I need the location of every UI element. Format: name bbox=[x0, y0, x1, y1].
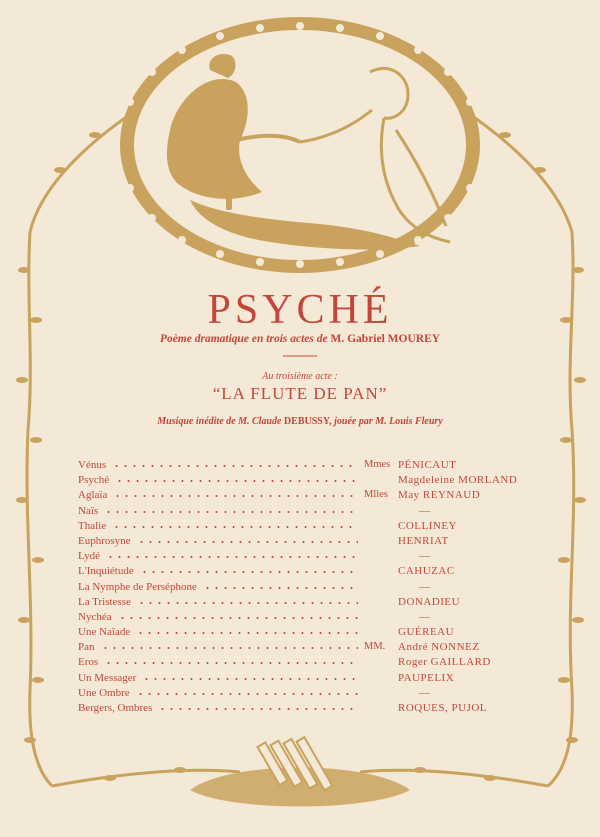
cast-role: Naïs bbox=[78, 504, 99, 517]
dot-leader bbox=[118, 615, 358, 621]
dot-leader bbox=[140, 569, 358, 575]
cast-role: L'Inquiétude bbox=[78, 565, 134, 578]
dot-leader bbox=[112, 524, 358, 530]
cast-actor: May REYNAUD bbox=[398, 489, 481, 502]
act-line: Au troisième acte : bbox=[262, 371, 338, 382]
separator-rule bbox=[283, 355, 317, 357]
cast-actor: Roger GAILLARD bbox=[398, 656, 491, 669]
dot-leader bbox=[136, 630, 358, 636]
work-title: “LA FLUTE DE PAN” bbox=[212, 384, 388, 403]
dot-leader bbox=[203, 585, 358, 591]
dot-leader bbox=[137, 539, 358, 545]
cast-row bbox=[78, 565, 538, 580]
cast-role: Euphrosyne bbox=[78, 534, 131, 547]
cast-row bbox=[78, 535, 538, 550]
cast-actor: DONADIEU bbox=[398, 595, 461, 608]
dot-leader bbox=[101, 645, 358, 651]
cast-row bbox=[78, 641, 538, 656]
cast-role: Thalie bbox=[78, 519, 107, 532]
music-tail: jouée par M. Louis Fleury bbox=[334, 416, 443, 427]
page-title: PSYCHÉ bbox=[207, 287, 393, 333]
subtitle bbox=[0, 333, 600, 345]
cast-row bbox=[78, 489, 538, 504]
dot-leader bbox=[137, 600, 358, 606]
cast-role: Eros bbox=[78, 656, 99, 669]
cast-actor: — bbox=[419, 580, 430, 593]
cast-actor: — bbox=[419, 686, 430, 699]
music-composer: DEBUSSY, bbox=[283, 416, 332, 427]
dot-leader bbox=[106, 554, 358, 560]
cast-role: Aglaïa bbox=[78, 489, 108, 502]
cast-row bbox=[78, 626, 538, 641]
cast-actor: ROQUES, PUJOL bbox=[398, 702, 488, 714]
cast-role: La Nymphe de Perséphone bbox=[78, 580, 197, 593]
cast-role: Psyché bbox=[78, 474, 110, 487]
cast-role: Une Naïade bbox=[78, 626, 131, 639]
cast-row bbox=[78, 687, 538, 702]
cast-list bbox=[78, 459, 538, 717]
dot-leader bbox=[158, 706, 358, 712]
cast-role: Vénus bbox=[78, 459, 107, 471]
cast-role: Nychéa bbox=[78, 610, 112, 623]
cast-role: Bergers, Ombres bbox=[78, 702, 153, 714]
cast-row bbox=[78, 581, 538, 596]
cast-title-prefix: Mlles bbox=[364, 489, 388, 501]
cast-actor: — bbox=[419, 610, 430, 623]
cast-actor: Magdeleine MORLAND bbox=[398, 474, 518, 487]
cast-title-prefix: Mmes bbox=[364, 459, 391, 470]
dot-leader bbox=[104, 509, 358, 515]
dot-leader bbox=[104, 660, 358, 666]
dot-leader bbox=[136, 691, 358, 697]
cast-actor: GUÉREAU bbox=[398, 626, 455, 639]
music-credit bbox=[0, 416, 600, 427]
music-lead: Musique inédite de M. Claude bbox=[157, 416, 282, 427]
cast-row bbox=[78, 672, 538, 687]
cast-row bbox=[78, 505, 538, 520]
cast-role: Pan bbox=[78, 641, 95, 654]
cast-role: La Tristesse bbox=[78, 595, 131, 608]
cast-row bbox=[78, 611, 538, 626]
subtitle-lead: Poème dramatique en trois actes de bbox=[159, 333, 328, 345]
cast-row bbox=[78, 520, 538, 535]
dot-leader bbox=[112, 463, 358, 469]
cast-actor: PÉNICAUT bbox=[398, 459, 457, 471]
cast-actor: HENRIAT bbox=[398, 534, 449, 547]
cast-row bbox=[78, 596, 538, 611]
cast-actor: André NONNEZ bbox=[398, 641, 480, 654]
cast-actor: COLLINEY bbox=[398, 519, 457, 532]
cast-row bbox=[78, 459, 538, 474]
cast-actor: CAHUZAC bbox=[398, 565, 455, 578]
cast-role: Une Ombre bbox=[78, 686, 130, 699]
cast-role: Lydé bbox=[78, 550, 100, 563]
cast-role: Un Messager bbox=[78, 671, 137, 684]
dot-leader bbox=[115, 478, 358, 484]
dot-leader bbox=[113, 493, 358, 499]
medallion-illustration bbox=[120, 17, 480, 273]
cast-actor: — bbox=[419, 550, 430, 563]
cast-title-prefix: MM. bbox=[364, 641, 386, 653]
cast-actor: — bbox=[419, 504, 430, 517]
cast-actor: PAUPELIX bbox=[398, 671, 455, 684]
cast-row bbox=[78, 550, 538, 565]
cast-row bbox=[78, 474, 538, 489]
cast-row bbox=[78, 656, 538, 671]
dot-leader bbox=[142, 676, 358, 682]
subtitle-author: M. Gabriel MOUREY bbox=[330, 333, 441, 345]
cast-row bbox=[78, 702, 538, 717]
